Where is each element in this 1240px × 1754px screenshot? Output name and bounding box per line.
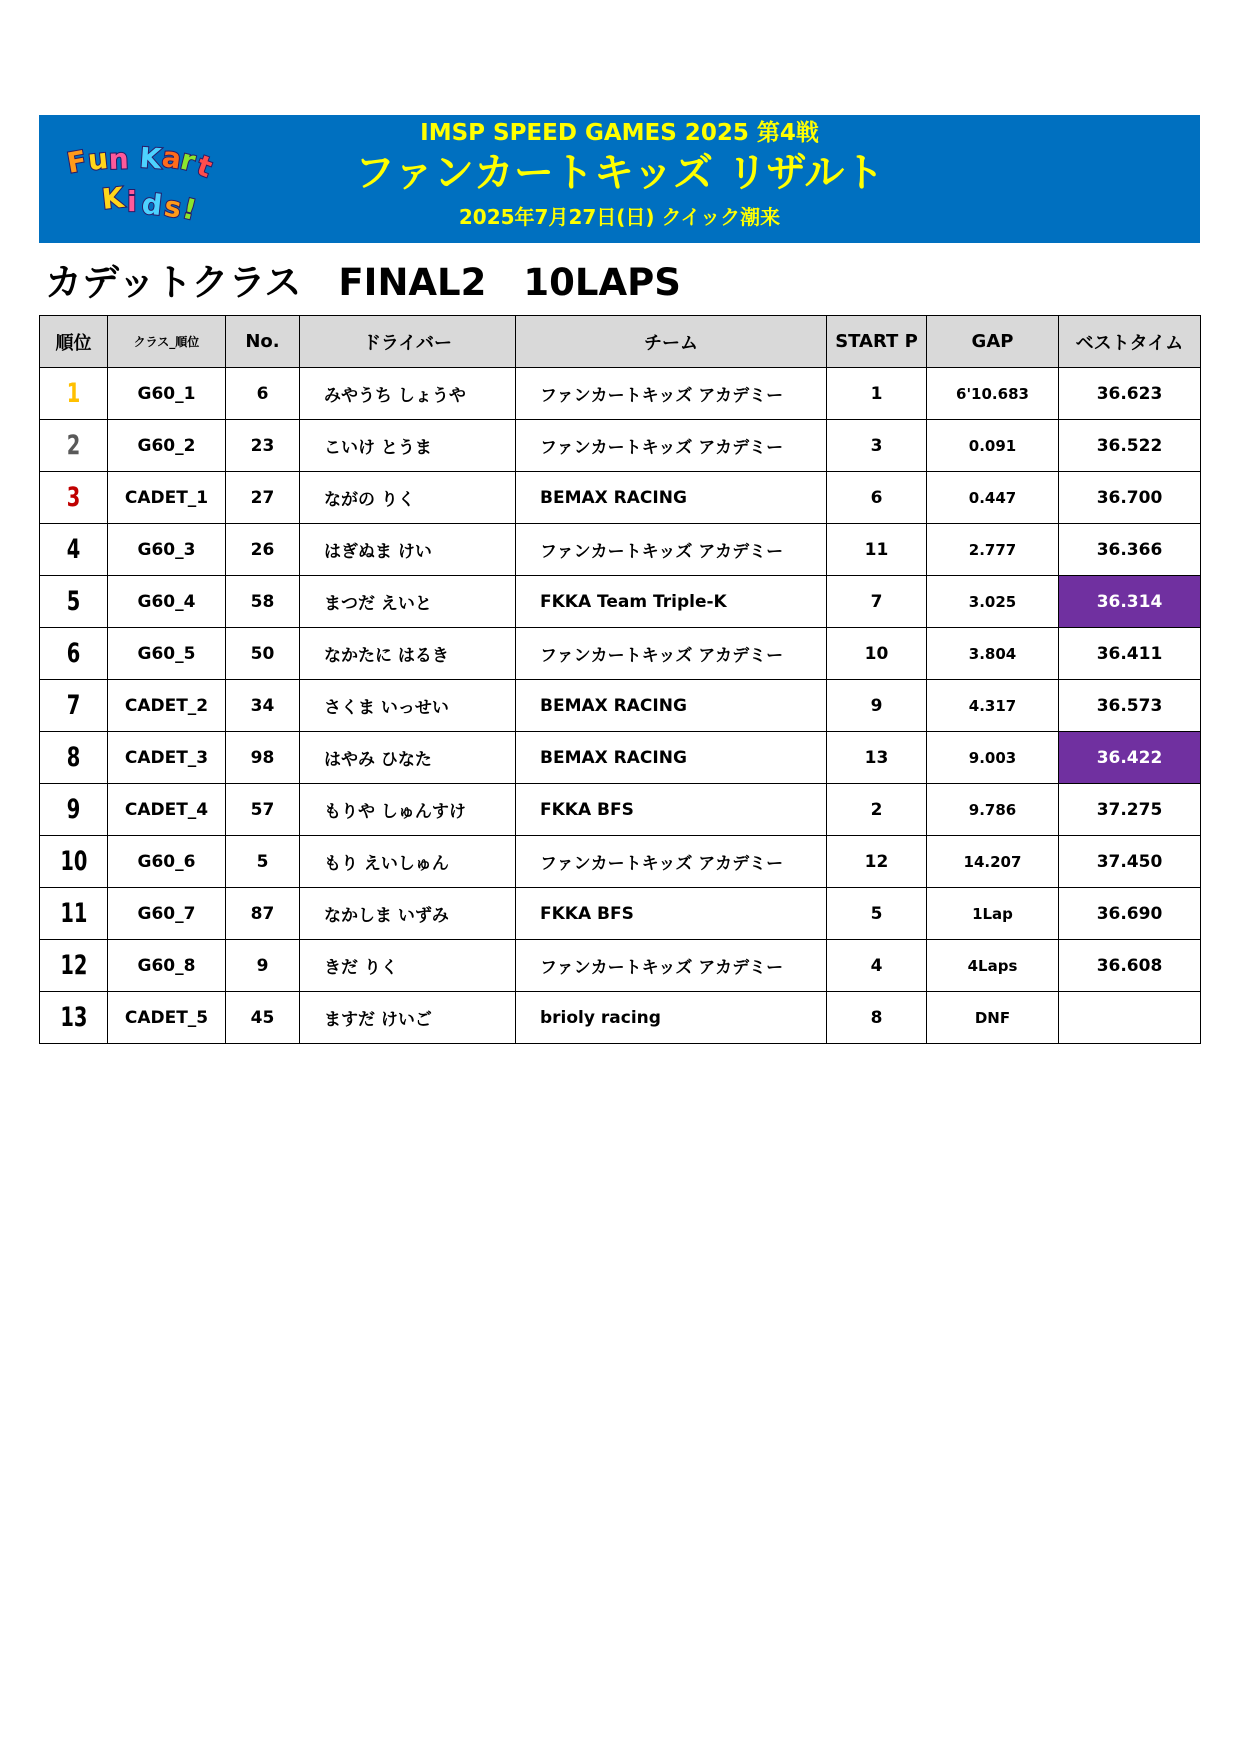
number-cell: 27: [226, 472, 300, 524]
position-value: 1: [66, 378, 81, 409]
table-row: [40, 368, 1201, 420]
team-cell: ファンカートキッズ アカデミー: [516, 420, 827, 472]
header-driver: ドライバー: [300, 316, 516, 368]
table-row: [40, 472, 1201, 524]
svg-text:n: n: [108, 142, 130, 176]
position-cell: [40, 628, 108, 680]
team-cell: ファンカートキッズ アカデミー: [516, 628, 827, 680]
table-row: [40, 628, 1201, 680]
gap-cell: 3.025: [927, 576, 1059, 628]
number-cell: 50: [226, 628, 300, 680]
position-cell: [40, 368, 108, 420]
start-position-cell: 9: [827, 680, 927, 732]
number-cell: 98: [226, 732, 300, 784]
table-row: [40, 524, 1201, 576]
class-position-cell: CADET_3: [108, 732, 226, 784]
start-position-cell: 4: [827, 940, 927, 992]
driver-cell: さくま いっせい: [300, 680, 516, 732]
number-cell: 6: [226, 368, 300, 420]
class-position-cell: CADET_4: [108, 784, 226, 836]
position-value: 12: [59, 950, 88, 981]
svg-text:s: s: [161, 189, 184, 225]
gap-cell: 4Laps: [927, 940, 1059, 992]
best-time-cell: 36.411: [1059, 628, 1201, 680]
table-row: [40, 576, 1201, 628]
header-start-position: START P: [827, 316, 927, 368]
driver-cell: はやみ ひなた: [300, 732, 516, 784]
svg-text:K: K: [100, 180, 126, 216]
position-value: 2: [66, 430, 81, 461]
position-cell: [40, 836, 108, 888]
position-cell: [40, 784, 108, 836]
best-time-cell: 36.522: [1059, 420, 1201, 472]
class-position-cell: G60_8: [108, 940, 226, 992]
svg-text:i: i: [127, 185, 137, 218]
class-position-cell: CADET_2: [108, 680, 226, 732]
team-cell: ファンカートキッズ アカデミー: [516, 836, 827, 888]
team-cell: FKKA Team Triple-K: [516, 576, 827, 628]
position-value: 6: [66, 638, 81, 669]
best-time-cell: 37.275: [1059, 784, 1201, 836]
gap-cell: 3.804: [927, 628, 1059, 680]
table-row: [40, 940, 1201, 992]
position-cell: [40, 992, 108, 1044]
class-position-cell: G60_7: [108, 888, 226, 940]
svg-text:F: F: [64, 144, 90, 180]
number-cell: 34: [226, 680, 300, 732]
team-cell: FKKA BFS: [516, 888, 827, 940]
svg-text:d: d: [140, 187, 164, 223]
gap-cell: 0.447: [927, 472, 1059, 524]
table-row: [40, 836, 1201, 888]
section-title: カデットクラス FINAL2 10LAPS: [45, 261, 681, 304]
position-cell: [40, 524, 108, 576]
table-row: [40, 784, 1201, 836]
number-cell: 58: [226, 576, 300, 628]
svg-text:t: t: [192, 148, 217, 185]
position-value: 9: [66, 794, 81, 825]
driver-cell: もりや しゅんすけ: [300, 784, 516, 836]
results-table: [39, 315, 1201, 1044]
position-value: 5: [66, 586, 81, 617]
number-cell: 9: [226, 940, 300, 992]
table-row: [40, 680, 1201, 732]
position-cell: [40, 732, 108, 784]
svg-text:K: K: [138, 141, 163, 176]
team-cell: brioly racing: [516, 992, 827, 1044]
driver-cell: なかたに はるき: [300, 628, 516, 680]
header-banner: [39, 115, 1200, 243]
best-time-cell: 36.623: [1059, 368, 1201, 420]
header-number: No.: [226, 316, 300, 368]
page-title: ファンカートキッズ リザルト: [354, 150, 885, 196]
position-cell: [40, 576, 108, 628]
driver-cell: ながの りく: [300, 472, 516, 524]
svg-text:!: !: [179, 191, 200, 227]
gap-cell: 4.317: [927, 680, 1059, 732]
svg-text:r: r: [177, 142, 199, 179]
table-row: [40, 420, 1201, 472]
header-team: チーム: [516, 316, 827, 368]
start-position-cell: 12: [827, 836, 927, 888]
header-position: 順位: [40, 316, 108, 368]
svg-text:a: a: [160, 140, 184, 176]
gap-cell: 6'10.683: [927, 368, 1059, 420]
start-position-cell: 10: [827, 628, 927, 680]
best-time-cell: [1059, 992, 1201, 1044]
driver-cell: ますだ けいご: [300, 992, 516, 1044]
team-cell: BEMAX RACING: [516, 680, 827, 732]
number-cell: 57: [226, 784, 300, 836]
best-time-cell-highlighted: 36.314: [1059, 576, 1201, 628]
team-cell: FKKA BFS: [516, 784, 827, 836]
number-cell: 5: [226, 836, 300, 888]
best-time-cell: 37.450: [1059, 836, 1201, 888]
number-cell: 87: [226, 888, 300, 940]
team-cell: ファンカートキッズ アカデミー: [516, 940, 827, 992]
header-best-time: ベストタイム: [1059, 316, 1201, 368]
best-time-cell: 36.700: [1059, 472, 1201, 524]
start-position-cell: 8: [827, 992, 927, 1044]
best-time-cell: 36.573: [1059, 680, 1201, 732]
class-position-cell: G60_5: [108, 628, 226, 680]
best-time-cell: 36.608: [1059, 940, 1201, 992]
position-value: 7: [66, 690, 81, 721]
number-cell: 23: [226, 420, 300, 472]
team-cell: BEMAX RACING: [516, 472, 827, 524]
table-row: [40, 888, 1201, 940]
class-position-cell: G60_4: [108, 576, 226, 628]
position-cell: [40, 680, 108, 732]
driver-cell: なかしま いずみ: [300, 888, 516, 940]
team-cell: BEMAX RACING: [516, 732, 827, 784]
class-position-cell: G60_3: [108, 524, 226, 576]
position-cell: [40, 420, 108, 472]
best-time-cell: 36.690: [1059, 888, 1201, 940]
header-gap: GAP: [927, 316, 1059, 368]
header-class-position: クラス_順位: [108, 316, 226, 368]
start-position-cell: 7: [827, 576, 927, 628]
gap-cell: 14.207: [927, 836, 1059, 888]
best-time-cell-highlighted: 36.422: [1059, 732, 1201, 784]
class-position-cell: G60_1: [108, 368, 226, 420]
driver-cell: こいけ とうま: [300, 420, 516, 472]
number-cell: 26: [226, 524, 300, 576]
position-value: 10: [59, 846, 88, 877]
table-row: [40, 732, 1201, 784]
number-cell: 45: [226, 992, 300, 1044]
gap-cell: 0.091: [927, 420, 1059, 472]
best-time-cell: 36.366: [1059, 524, 1201, 576]
class-position-cell: CADET_1: [108, 472, 226, 524]
driver-cell: はぎぬま けい: [300, 524, 516, 576]
start-position-cell: 3: [827, 420, 927, 472]
position-cell: [40, 888, 108, 940]
start-position-cell: 2: [827, 784, 927, 836]
svg-text:u: u: [86, 142, 110, 177]
start-position-cell: 11: [827, 524, 927, 576]
table-header-row: [40, 316, 1201, 368]
event-date-venue: 2025年7月27日(日) クイック潮来: [458, 205, 781, 229]
driver-cell: きだ りく: [300, 940, 516, 992]
class-position-cell: CADET_5: [108, 992, 226, 1044]
gap-cell: DNF: [927, 992, 1059, 1044]
position-cell: [40, 940, 108, 992]
gap-cell: 2.777: [927, 524, 1059, 576]
position-value: 8: [66, 742, 81, 773]
table-row: [40, 992, 1201, 1044]
gap-cell: 9.786: [927, 784, 1059, 836]
position-cell: [40, 472, 108, 524]
gap-cell: 1Lap: [927, 888, 1059, 940]
class-position-cell: G60_6: [108, 836, 226, 888]
position-value: 11: [59, 898, 88, 929]
class-position-cell: G60_2: [108, 420, 226, 472]
position-value: 4: [66, 534, 81, 565]
start-position-cell: 5: [827, 888, 927, 940]
driver-cell: みやうち しょうや: [300, 368, 516, 420]
event-name: IMSP SPEED GAMES 2025 第4戦: [420, 120, 819, 146]
gap-cell: 9.003: [927, 732, 1059, 784]
position-value: 3: [66, 482, 81, 513]
driver-cell: もり えいしゅん: [300, 836, 516, 888]
start-position-cell: 1: [827, 368, 927, 420]
start-position-cell: 6: [827, 472, 927, 524]
team-cell: ファンカートキッズ アカデミー: [516, 524, 827, 576]
team-cell: ファンカートキッズ アカデミー: [516, 368, 827, 420]
position-value: 13: [59, 1002, 88, 1033]
start-position-cell: 13: [827, 732, 927, 784]
driver-cell: まつだ えいと: [300, 576, 516, 628]
